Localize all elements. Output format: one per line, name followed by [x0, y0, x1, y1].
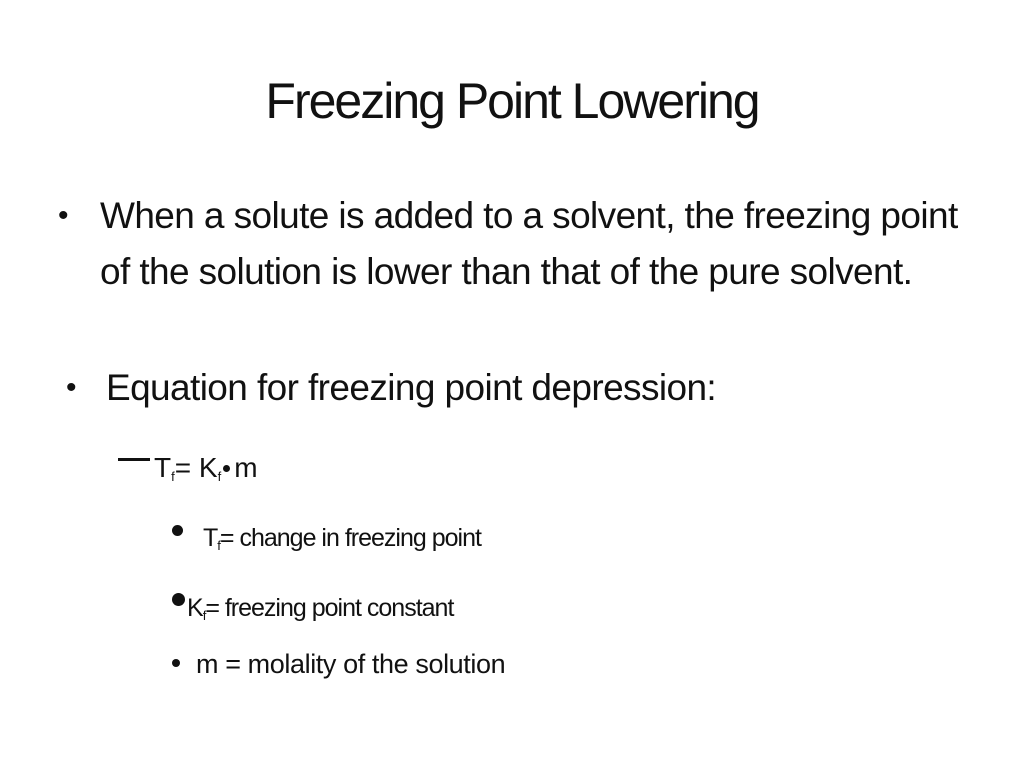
- bullet-marker: •: [66, 371, 76, 404]
- bullet-marker: [172, 525, 183, 536]
- equation-constant-subscript: f: [217, 469, 222, 484]
- definition-subscript: f: [217, 538, 220, 553]
- bullet-marker: [172, 659, 180, 667]
- bullet-item: [66, 360, 966, 416]
- multiplication-dot: [223, 465, 230, 472]
- definition-text: = change in freezing point: [219, 524, 481, 552]
- equation-equals: =: [174, 452, 199, 483]
- definition-text: = freezing point constant: [205, 594, 454, 622]
- definition-item: [172, 646, 505, 682]
- equation-molality-symbol: m: [234, 452, 258, 483]
- equation-lhs-subscript: f: [171, 469, 175, 484]
- bullet-marker: •: [58, 199, 68, 232]
- definition-symbol: T: [203, 524, 218, 552]
- definition-item: [172, 590, 453, 626]
- bullet-marker: [172, 593, 185, 606]
- definition-item: [172, 520, 481, 556]
- dash-marker: [118, 458, 150, 461]
- definition-text: = molality of the solution: [225, 649, 506, 679]
- bullet-text: Equation for freezing point depression:: [106, 367, 717, 408]
- equation-line: [118, 448, 258, 488]
- bullet-item: [58, 188, 960, 300]
- definition-symbol: m: [196, 649, 226, 679]
- definition-symbol: K: [187, 594, 203, 622]
- definition-subscript: f: [202, 608, 206, 623]
- equation-constant-symbol: K: [198, 452, 218, 483]
- slide-title: Freezing Point Lowering: [265, 73, 759, 129]
- bullet-text: When a solute is added to a solvent, the freezing point of the solution is lower than that of the pure solvent.: [100, 195, 958, 292]
- equation-lhs-symbol: T: [154, 452, 172, 483]
